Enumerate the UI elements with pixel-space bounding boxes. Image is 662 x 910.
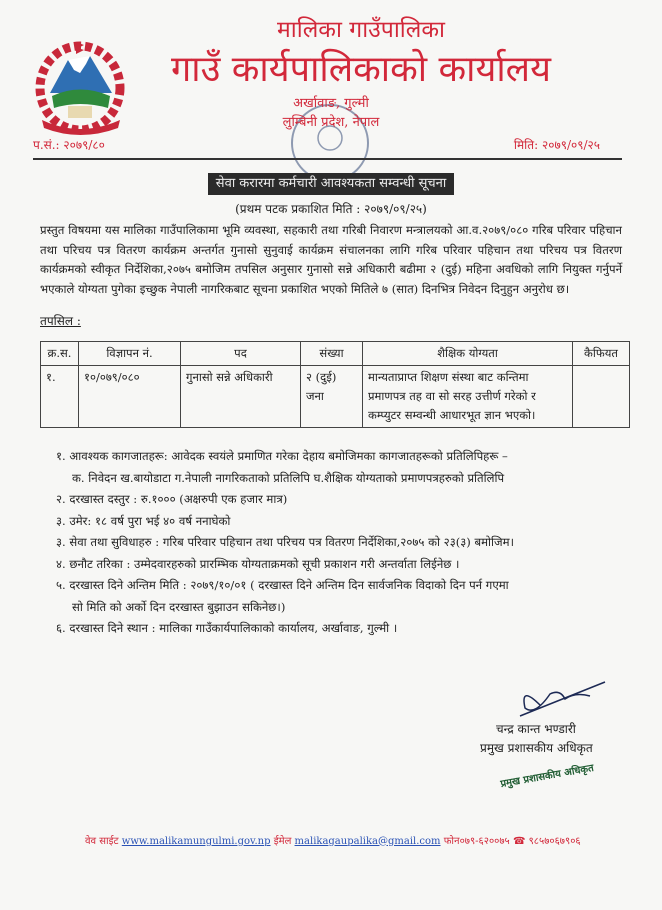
cell-position: गुनासो सन्ने अधिकारी: [181, 366, 301, 428]
mobile-number: ९८५७०६७९०६: [528, 835, 581, 847]
table-row: [41, 366, 630, 428]
footer-contact: [85, 834, 622, 850]
header-ad-number: विज्ञापन नं.: [79, 342, 181, 366]
signature-block: [480, 680, 650, 790]
conditions-list: [56, 446, 622, 640]
address-line-1: अर्खावाङ, गुल्मी: [293, 96, 369, 111]
vacancy-table: [40, 341, 630, 428]
signature-icon: [480, 680, 630, 720]
email-link[interactable]: malikagaupalika@gmail.com: [294, 835, 441, 847]
header-qualification: शैक्षिक योग्यता: [363, 342, 573, 366]
list-item: १. आवश्यक कागजातहरू: आवेदक स्वयंले प्रमाणित गरेका देहाय बमोजिमका कागजातहरूको प्रतिलिपिहरू –: [56, 449, 508, 463]
reference-number: प.सं.: २०७९/८०: [33, 138, 105, 152]
list-item: ५. दरखास्त दिने अन्तिम मिति : २०७९/१०/०१ ( दरखास्त दिने अन्तिम दिन सार्वजनिक विदाको दिन पर्न गएमा: [56, 578, 509, 592]
list-item: क. निवेदन ख.बायोडाटा ग.नेपाली नागरिकताको प्रतिलिपि घ.शैक्षिक योग्यताको प्रमाणपत्रहरुको प्रतिलिपि: [72, 470, 505, 485]
notice-body: प्रस्तुत विषयमा यस मालिका गाउँपालिकामा भूमि व्यवस्था, सहकारी तथा गरिबी निवारण मन्त्रालयको आ.व.२०७९/०८० गरिब परिवार पहिचान तथा परिचय पत्र वितरण कार्यक्रम अन्तर्गत गुनासो सुनुवाई कार्यक्रम संचालनका लागि गरिब परिवार पहिचान तथा परिचय पत्र वितरण कार्यक्रमको स्वीकृत निर्देशिका,२०७५ बमोजिम तपसिल अनुसार गुनासो सन्ने अधिकारी बढीमा २ (दुई) महिना अवधिको लागि नियुक्त गर्नुपर्ने भएकाले योग्यता पुगेका इच्छुक नेपाली नागरिकबाट सूचना प्रकाशित भएको मितिले ७ (सात) दिनभित्र निवेदन दिनुहुन अनुरोध छ।: [40, 223, 622, 296]
address-line-2: लुम्बिनी प्रदेश, नेपाल: [282, 115, 380, 130]
list-item: ३. सेवा तथा सुविधाहरु : गरिब परिवार पहिचान तथा परिचय पत्र वितरण निर्देशिका,२०७५ को २३(३) बमोजिम।: [56, 535, 514, 549]
signatory-name: चन्द्र कान्त भण्डारी: [496, 721, 576, 736]
phone-number: ०७९-६२००७५: [459, 835, 510, 847]
website-label: वेव साईट: [85, 835, 119, 847]
website-link[interactable]: www.malikamungulmi.gov.np: [121, 835, 271, 847]
letter-date: मिति: २०७९/०९/२५: [513, 138, 600, 152]
cell-sn: १.: [41, 366, 79, 428]
title-stamp: प्रमुख प्रशासकीय अधिकृत: [499, 762, 595, 790]
header-sn: क्र.स.: [41, 342, 79, 366]
cell-count: २ (दुई) जना: [301, 366, 363, 428]
email-label: ईमेल: [273, 835, 292, 847]
header-remarks: कैफियत: [573, 342, 630, 366]
municipality-name: मालिका गाउँपालिका: [277, 17, 445, 43]
office-name: गाउँ कार्यपालिकाको कार्यालय: [171, 49, 551, 90]
list-item: २. दरखास्त दस्तुर : रु.१००० (अक्षरुपी एक हजार मात्र): [56, 492, 288, 506]
cell-qualification: मान्यताप्राप्त शिक्षण संस्था बाट कन्तिमा प्रमाणपत्र तह वा सो सरह उत्तीर्ण गरेको र कम्प्युटर सम्वन्धी आधारभूत ज्ञान भएको।: [363, 366, 573, 428]
list-item: ६. दरखास्त दिने स्थान : मालिका गाउँकार्यपालिकाको कार्यालय, अर्खावाङ, गुल्मी ।: [56, 621, 398, 635]
phone-label: फोन: [443, 835, 460, 847]
cell-remarks: [573, 366, 630, 428]
list-item: सो मिति को अर्को दिन दरखास्त बुझाउन सकिनेछ।): [72, 599, 286, 614]
telephone-icon: ☎: [512, 835, 526, 847]
list-item: ३. उमेर: १८ वर्ष पुरा भई ४० वर्ष ननाघेको: [56, 513, 231, 528]
list-item: ४. छनौट तरिका : उम्मेदवारहरुको प्रारम्भिक योग्यताक्रमको सूची प्रकाशन गरी अन्तर्वाता लिईनेछ ।: [56, 556, 460, 571]
header-divider: [33, 158, 622, 160]
table-header-row: [41, 342, 630, 366]
details-heading: तपसिल :: [40, 314, 81, 328]
notice-title: सेवा करारमा कर्मचारी आवश्यकता सम्वन्धी सूचना: [208, 173, 454, 195]
signatory-title: प्रमुख प्रशासकीय अधिकृत: [480, 740, 593, 755]
first-published-date: (प्रथम पटक प्रकाशित मिति : २०७९/०९/२५): [235, 202, 427, 216]
header-position: पद: [181, 342, 301, 366]
cell-ad-number: १०/०७९/०८०: [79, 366, 181, 428]
header-count: संख्या: [301, 342, 363, 366]
